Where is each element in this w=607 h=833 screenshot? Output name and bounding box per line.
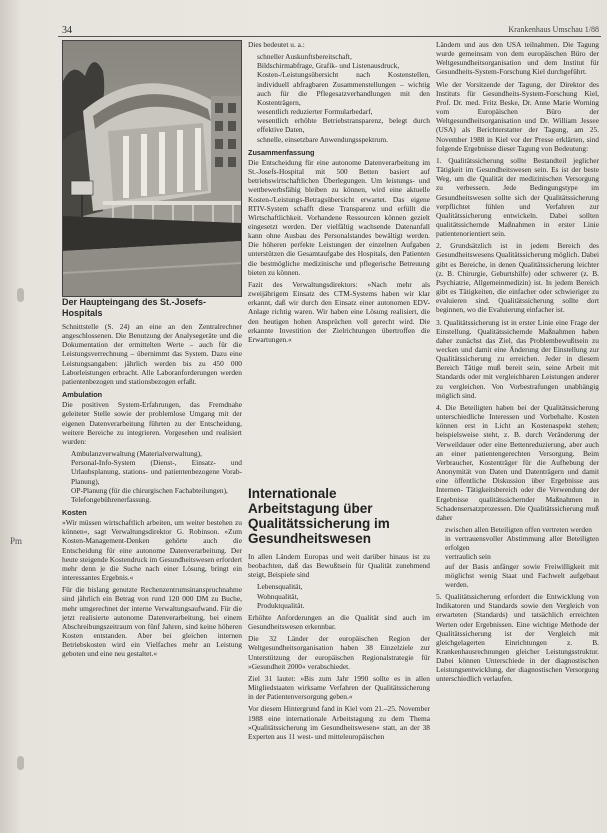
bullet-list (248, 582, 430, 609)
column-2 (248, 40, 430, 480)
paragraph: 3. Qualitätssicherung ist in erster Linie eine Frage der Einstellung. Qualitätssichernde Maßnahmen haben daher zunächst das Ziel, das Problembewußtsein zu wecken und damit eine Änderung der Einstellung zur Qualitätssicherung zu erreichen. Jeder in diesem Bereich Tätige muß bereit sein, seine Arbeit mit Standards oder mit vergleichbaren Leistungen anderer zu vergleichen. Von Vorbestrafungen unabhängig möglich sind. (436, 317, 599, 400)
list-item: • Wohnqualität, (257, 592, 430, 601)
paragraph: 1. Qualitätssicherung sollte Bestandteil jeglicher Tätigkeit im Gesundheitswesen sein. Es ist der beste Weg, um die Qualität der medizinischen Versorgung zu verbessern. Jede Bedingungstype im Gesundheitswesen sollte sich der Qualitätssicherung verpflichtet fühlen und Verfahren zur Qualitätssicherung entwickeln. Dabei sollten qualitätssichernde Maßnahmen in erster Linie patientenorientiert sein. (436, 155, 599, 239)
paragraph: 2. Grundsätzlich ist in jedem Bereich des Gesundheitswesens Qualitätssicherung möglich. Dabei gibt es Bereiche, in denen Qualitätssicherung leichter (z. B. Chirurgie, Geburtshilfe) oder schwerer (z. B. Psychiatrie, Allgemeinmedizin) ist. In jedem Bereich gibt es Tätigkeiten, die einfacher oder schwieriger zu evaluieren sind. Qualitätssicherung sollte dort beginnen, wo die Evaluierung einfacher ist. (436, 241, 599, 315)
bullet-list (248, 52, 430, 144)
column-3 (436, 40, 599, 828)
paragraph: Wie der Vorsitzende der Tagung, der Direktor des Instituts für Gesundheits-System-Forschung Kiel, Prof. Dr. med. Fritz Beske, Dr. Anne Marie Worning vom Europäischen Büro der Weltgesundheitsorganisation und Dr. William Jessee (USA) als Berichterstatter der Tagung, am 25. November 1988 in Kiel vor der Presse erklärten, sind folgende Ergebnisse dieser Tagung von Bedeutung: (436, 79, 599, 153)
section-heading: Ambulation (62, 390, 103, 400)
header-rule (58, 36, 601, 37)
punch-hole (17, 288, 24, 302)
column-2-lower (248, 552, 430, 827)
page-number: 34 (62, 25, 72, 36)
list-item: • Bildschirmabfrage, Grafik- und Listenausdruck, (257, 61, 430, 70)
list-item: • Personal-Info-System (Dienst-, Einsatz- und Urlaubsplanung, stations- und patientenbezogene Vorab-Planung), (71, 458, 242, 485)
list-item: • vertraulich sein (445, 552, 599, 561)
paragraph: »Wir müssen wirtschaftlich arbeiten, um weiter bestehen zu können«, sagt Verwaltungsdirektor G. Robinson. »Zum Kosten-Management-Denken gehörte auch die Entscheidung für eine autonome Datenverarbeitung. Der heute steigende Kostendruck im Gesundheitswesen erfordert mehr denn je die Suche nach einer Lösung, bringt ein interessantes Ergebnis.« (62, 518, 242, 583)
section-heading: Kosten (62, 507, 87, 517)
list-item: • Kosten-/Leistungsübersicht nach Kostenstellen, individuell abfragbaren Zusammenstellungen – wichtig auch für die Pflegesatzverhandlungen mit den Kostenträgern, (257, 70, 430, 107)
paragraph: Für die bislang genutzte Rechenzentrumsinanspruchnahme sind jährlich ein Betrag von rund 120 000 DM zu Buche, mehr umgerechnet der interne Verwaltungsaufwand. Für die jetzt realisierte autonome Datenverarbeitung, bei einem Abschreibungszeitraum von fünf Jahren, sind keine höheren Kosten entstanden. Aber bei gleichen internen Betriebskosten wird ein Vielfaches mehr an Leistung geboten und eine neu gestaltet.« (62, 585, 242, 659)
photo-illustration (63, 41, 241, 296)
list-item: • wesentlich erhöhte Betriebstransparenz, belegt durch effektive Daten, (257, 116, 430, 134)
paragraph: 5. Qualitätssicherung erfordert die Entwicklung von Indikatoren und Standards sowie den Vergleich von erwarteten (Standards) und tatsächlich erreichten Werten oder Ergebnissen. Eine wichtige Methode der Qualitätssicherung ist der Vergleich mit gleichgelagerten Einrichtungen z. B. Krankenhausrechnungen gleicher Leistungsstruktur. Dabei können Unterschiede in der diagnostischen Leistungsentwicklung, der diagnostischen Versorgung unterschiedlich verlaufen. (436, 592, 599, 684)
list-item: • schnelle, einsetzbare Anwendungsspektrum. (257, 135, 430, 144)
paragraph: Dies bedeutet u. a.: (248, 40, 305, 49)
list-item: • auf der Basis anfänger sowie Freiwilligkeit mit möglichst wenig Staat und Fachwelt aufgebaut werden. (445, 562, 599, 589)
punch-hole (17, 756, 24, 770)
paragraph: Erhöhte Anforderungen an die Qualität sind auch im Gesundheitswesen erkennbar. (248, 612, 430, 632)
list-item: • in vertrauensvoller Abstimmung aller Beteiligten erfolgen (445, 534, 599, 552)
section-heading: Zusammenfassung (248, 147, 315, 157)
paragraph: Ländern und aus den USA teilnahmen. Die Tagung wurde gemeinsam von dem europäischen Büro der Weltgesundheitsorganisation und dem Institut für Gesundheits-System-Forschung Kiel durchgeführt. (436, 40, 599, 77)
list-item: • Produktqualität. (257, 601, 430, 610)
paragraph: 4. Die Beteiligten haben bei der Qualitätssicherung unterschiedliche Interessen und Vorbehalte. Kosten können erst in Licht an Kostenaspekt stehen; beispielsweise steht, z. B. durch Veränderung der Verweildauer oder eine Bettenreduzierung, aber auch an einer patientengerechten Versorgung. Beim Verbraucher, Kostenträger für die Aufhebung der Anonymität von Daten und Datenträgern und damit eine öffentliche Diskussion über Ergebnisse aus Internen- Tätigkeitsbereich oder die Verwendung der Ergebnisse qualitätssichernder Maßnahmen in Schadensersatzprozessen. Die Qualitätssicherung muß daher (436, 402, 599, 522)
paragraph: Die Entscheidung für eine autonome Datenverarbeitung im St.-Josefs-Hospital mit 500 Betten basiert auf betriebswirtschaftlichen Überlegungen. Um leistungs- und wettbewerbsfähig bleiben zu können, wird eine aktuelle Kosten-/Leistungs-Betragsübersicht erwartet. Das eigene RTIV-System schafft diese Transparenz und erfüllt die Wirtschaftlichkeit. Vorhandene Ressourcen können gezielt eingesetzt werden. Der vielfältig wachsende Datenanfall kann ohne Ausbau des Personalstandes bewältigt werden. Die höheren perfekte Leistungen der einzelnen Aufgaben unterstützen die Gesamtaufgabe des Hospitals, den Patienten die bestmögliche medizinische und pflegerische Betreuung bieten zu können. (248, 157, 430, 277)
running-head: Krankenhaus Umschau 1/88 (508, 25, 599, 34)
list-item: • Telefongebührenerfassung. (71, 495, 242, 504)
margin-note: Pm (10, 536, 23, 546)
paragraph: Ziel 31 lautet: »Bis zum Jahr 1990 sollte es in allen Mitgliedstaaten wirksame Verfahren der Qualitätssicherung in der Patientenversorgung geben.« (248, 673, 430, 702)
column-1 (62, 322, 242, 827)
list-item: • Ambulanzverwaltung (Materialverwaltung), (71, 449, 242, 458)
paragraph: In allen Ländern Europas und weit darüber hinaus ist zu beobachten, daß das Bewußtsein für Qualität zunehmend steigt, Beispiele sind (248, 552, 430, 580)
paragraph: Fazit des Verwaltungsdirektors: »Nach mehr als zweijährigem Einsatz des CTM-Systems haben wir klar erkannt, daß wir durch den Einsatz einer autonomen EDV-Anlage richtig waren. Wir haben eine Lösung realisiert, die den heutigen hohen Ansprüchen voll gerecht wird. Die erkannte Investition der Zielrichtungen übertroffen die Erwartungen.« (248, 279, 430, 344)
hospital-entrance-photo (62, 40, 242, 297)
list-item: • schneller Auskunftsbereitschaft, (257, 52, 430, 61)
article-title: Internationale Arbeitstagung über Qualitätssicherung im Gesundheitswesen (248, 486, 390, 546)
paragraph: Schnittstelle (S. 24) an eine an den Zentralrechner angeschlossenen. Die Benutzung der Analysegeräte und die Dokumentation der ermittelten Werte – auch für die Leistungsverrechnung – übernimmt das System. Dazu eine Leistungsangaben: jährlich werden bis zu 450 000 Laborleistungen erbracht. Alle Laboranforderungen werden patientenbezogen und stationsbezogen erfaßt. (62, 322, 242, 386)
paragraph: Die 32 Länder der europäischen Region der Weltgesundheitsorganisation haben 38 Einzelziele zur Unterstützung der europäischen Regionalstrategie für »Gesundheit 2000« verabschiedet. (248, 634, 430, 671)
list-item: • zwischen allen Beteiligten offen vertreten werden (445, 525, 599, 534)
paragraph: Vor diesem Hintergrund fand in Kiel vom 21.–25. November 1988 eine internationale Arbeitstagung zu dem Thema »Qualitätssicherung im Gesundheitswesen« statt, an der 38 Experten aus 11 west- und mitteleuropäischen (248, 704, 430, 741)
bullet-list (436, 525, 599, 589)
list-item: • wesentlich reduzierter Formularbedarf, (257, 107, 430, 116)
paragraph: Die positiven System-Erfahrungen, das Fremdnahe geleiteter Stelle sowie der problemlose Umgang mit der eigenen Datenverarbeitung führten zu der Entscheidung, weitere Bereiche zu integrieren. Vorgesehen und realisiert wurden: (62, 400, 242, 446)
list-item: • Lebensqualität, (257, 582, 430, 591)
list-item: • OP-Planung (für die chirurgischen Fachabteilungen), (71, 486, 242, 495)
bullet-list (62, 449, 242, 504)
photo-caption: Der Haupteingang des St.-Josefs-Hospitals (62, 297, 207, 318)
